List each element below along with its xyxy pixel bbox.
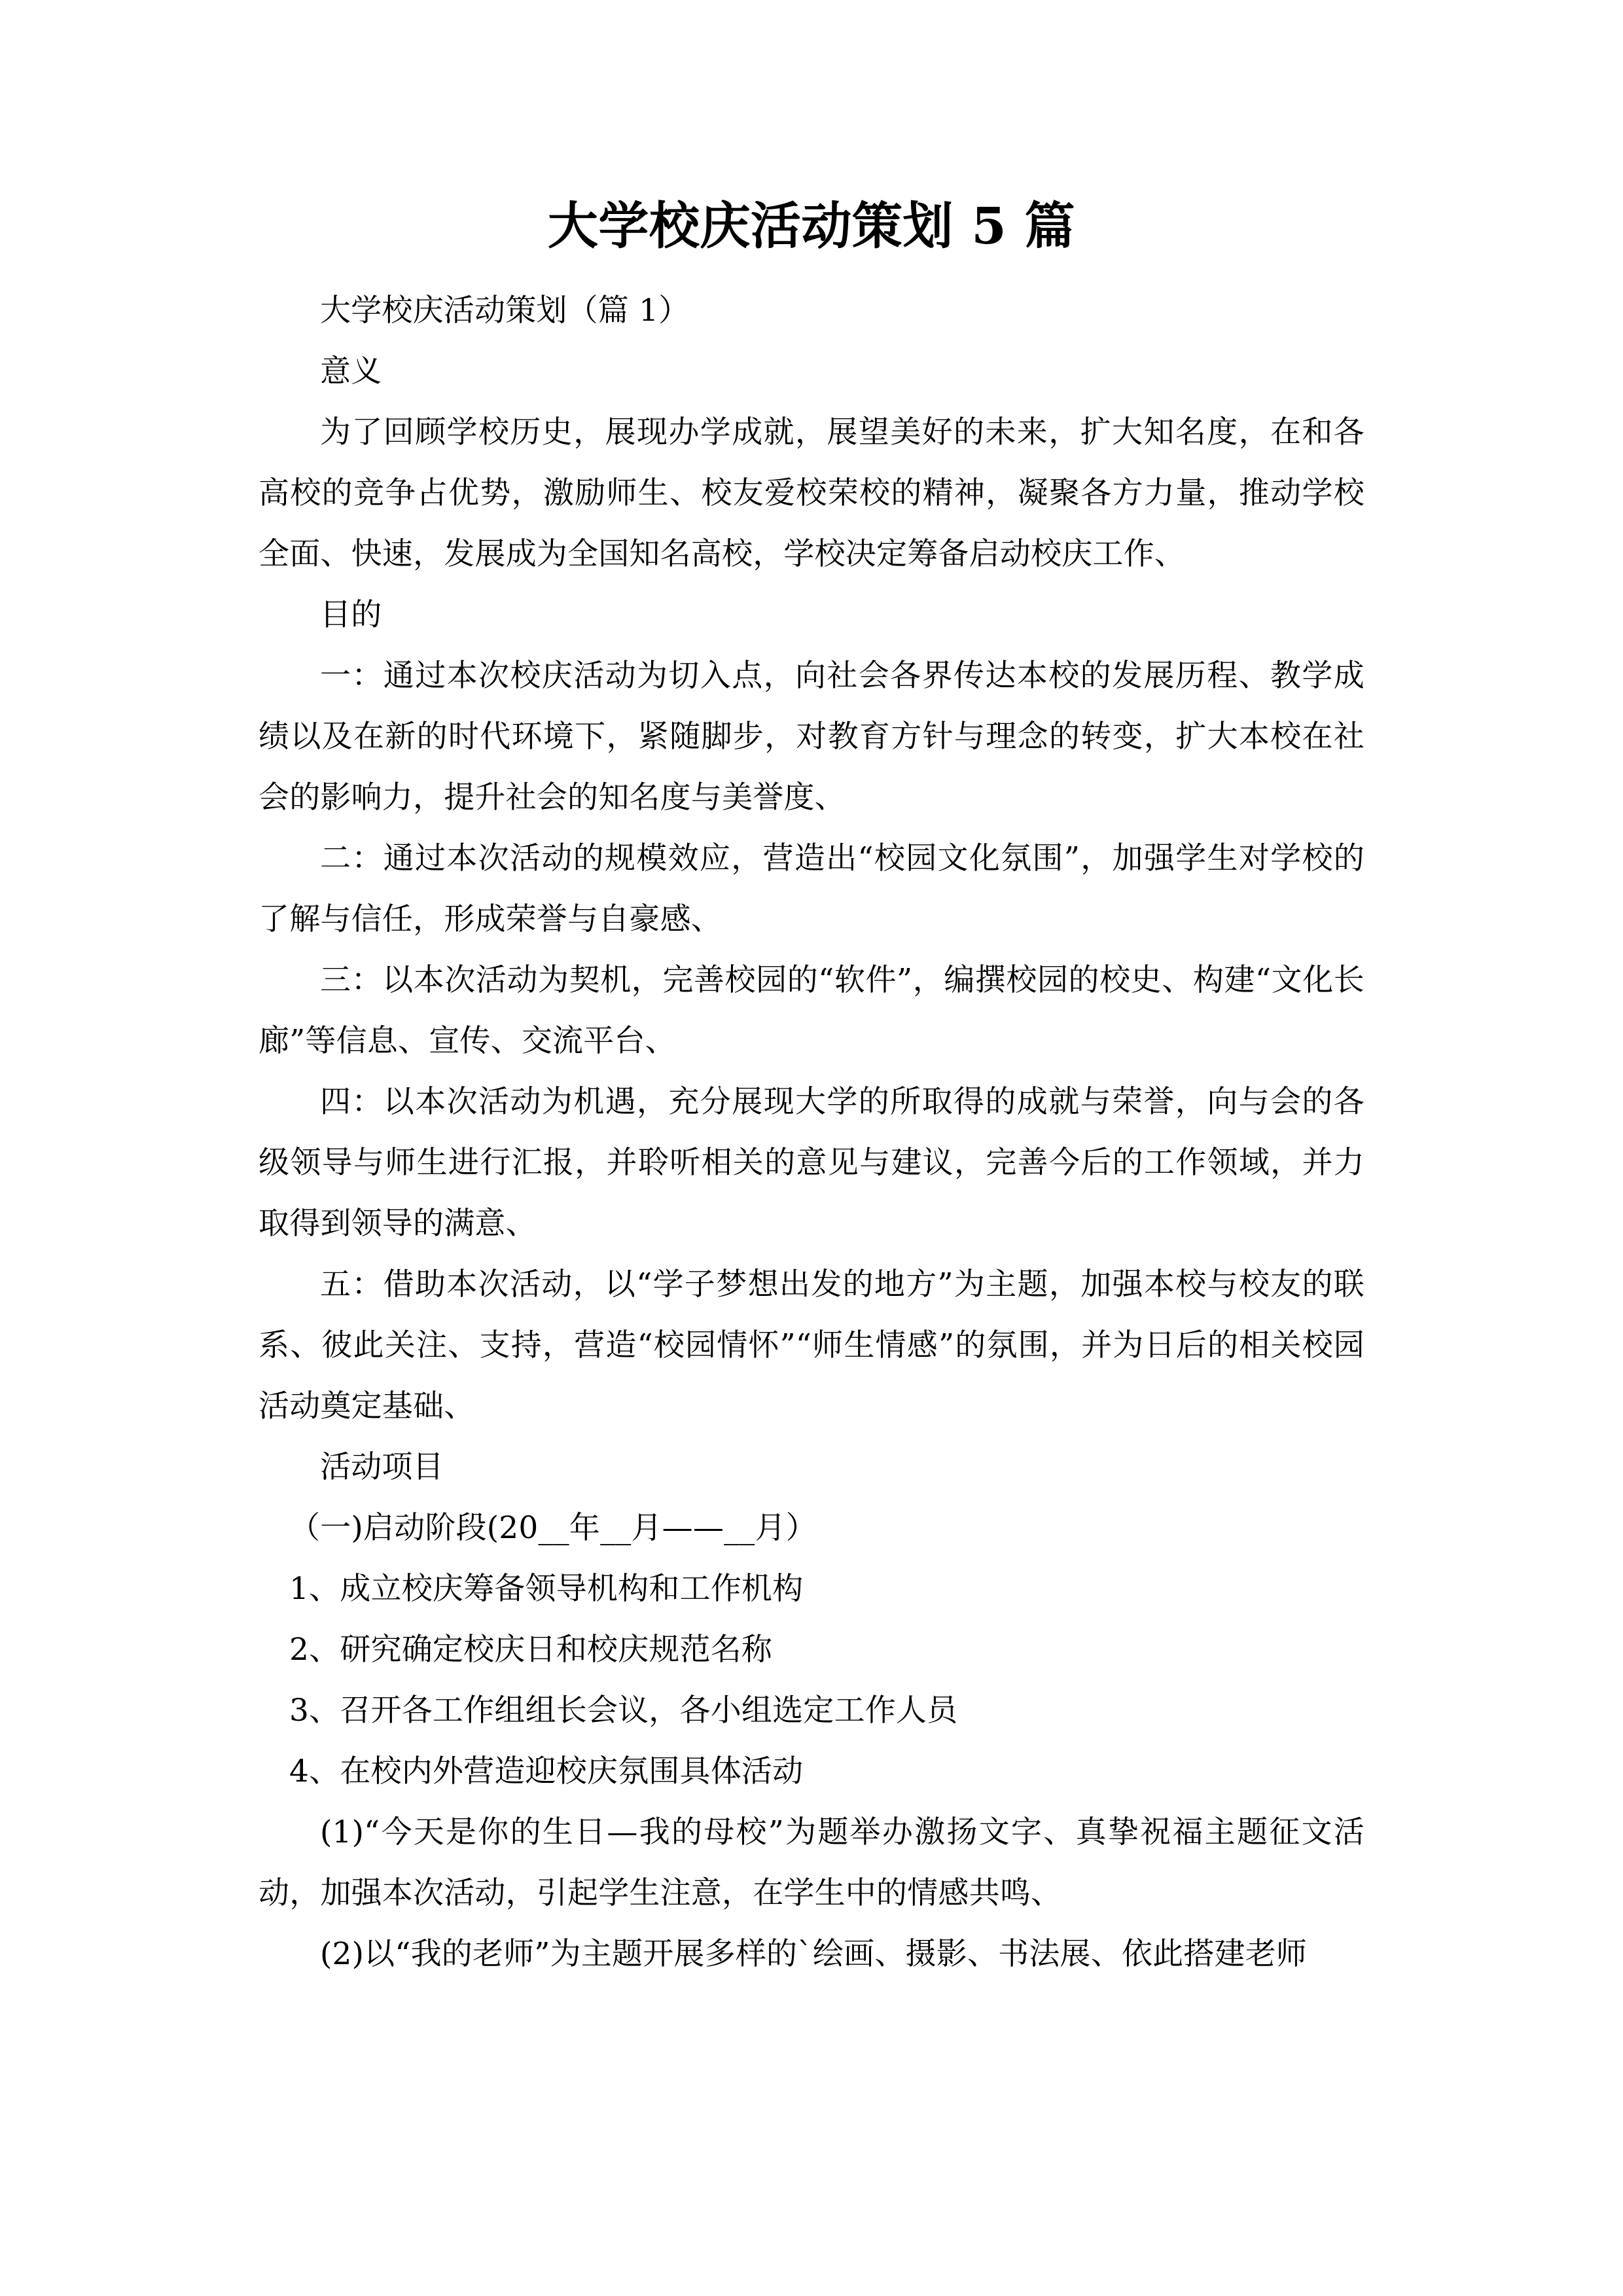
- heading-purpose: 目的: [320, 596, 382, 633]
- document-body: [259, 280, 1364, 1984]
- paragraph-purpose-3: 三：以本次活动为契机，完善校园的“软件”，编撰校园的校史、构建“文化长廊”等信息、宣传、交流平台、: [259, 961, 1364, 1059]
- paragraph-meaning-body: 为了回顾学校历史，展现办学成就，展望美好的未来，扩大知名度，在和各高校的竞争占优势，激励师生、校友爱校荣校的精神，凝聚各方力量，推动学校全面、快速，发展成为全国知名高校，学校决定筹备启动校庆工作、: [259, 414, 1364, 572]
- list-item-2: 2、研究确定校庆日和校庆规范名称: [289, 1631, 773, 1668]
- paragraph-purpose-5: 五：借助本次活动，以“学子梦想出发的地方”为主题，加强本校与校友的联系、彼此关注、支持，营造“校园情怀”“师生情感”的氛围，并为日后的相关校园活动奠定基础、: [259, 1266, 1364, 1424]
- paragraph-purpose-1: 一：通过本次校庆活动为切入点，向社会各界传达本校的发展历程、教学成绩以及在新的时代环境下，紧随脚步，对教育方针与理念的转变，扩大本校在社会的影响力，提升社会的知名度与美誉度、: [259, 657, 1364, 816]
- paragraph-purpose-4: 四：以本次活动为机遇，充分展现大学的所取得的成就与荣誉，向与会的各级领导与师生进行汇报，并聆听相关的意见与建议，完善今后的工作领域，并力取得到领导的满意、: [259, 1083, 1364, 1242]
- page-title: 大学校庆活动策划 5 篇: [547, 197, 1076, 256]
- list-item-phase-one: （一)启动阶段(20__年__月——__月）: [289, 1509, 817, 1546]
- heading-activity-projects: 活动项目: [320, 1448, 444, 1485]
- heading-meaning: 意义: [320, 353, 382, 389]
- list-item-1: 1、成立校庆筹备领导机构和工作机构: [289, 1570, 804, 1607]
- sub-list-item-1: (1)“今天是你的生日—我的母校”为题举办激扬文字、真挚祝福主题征文活动，加强本次活动，引起学生注意，在学生中的情感共鸣、: [259, 1814, 1364, 1911]
- list-item-4: 4、在校内外营造迎校庆氛围具体活动: [289, 1753, 804, 1789]
- list-item-3: 3、召开各工作组组长会议，各小组选定工作人员: [289, 1692, 958, 1729]
- sub-list-item-2: (2)以“我的老师”为主题开展多样的`绘画、摄影、书法展、依此搭建老师: [320, 1935, 1308, 1972]
- paragraph-subtitle: 大学校庆活动策划（篇 1）: [320, 292, 690, 329]
- paragraph-purpose-2: 二：通过本次活动的规模效应，营造出“校园文化氛围”，加强学生对学校的了解与信任，形成荣誉与自豪感、: [259, 840, 1364, 937]
